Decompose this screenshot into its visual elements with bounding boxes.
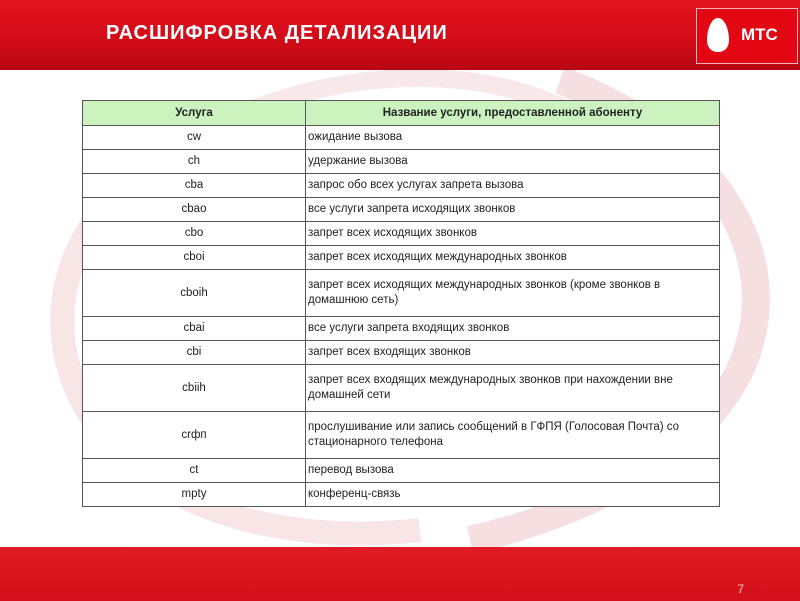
column-header-service: Услуга [83, 101, 306, 126]
page-title: РАСШИФРОВКА ДЕТАЛИЗАЦИИ [106, 22, 448, 44]
egg-icon [705, 16, 731, 54]
table-row [83, 198, 720, 222]
service-code: cbai [83, 317, 306, 341]
service-name: ожидание вызова [306, 126, 720, 150]
service-name: запрет всех исходящих звонков [306, 222, 720, 246]
service-name: запрет всех входящих международных звонков при нахождении вне домашней сети [306, 365, 720, 412]
table-row [83, 459, 720, 483]
service-code: cboih [83, 270, 306, 317]
table-row [83, 365, 720, 412]
service-code: cw [83, 126, 306, 150]
service-code: сrфп [83, 412, 306, 459]
table-row [83, 174, 720, 198]
service-name: прослушивание или запись сообщений в ГФПЯ (Голосовая Почта) со стационарного телефона [306, 412, 720, 459]
service-code: cbi [83, 341, 306, 365]
service-name: все услуги запрета входящих звонков [306, 317, 720, 341]
table-row [83, 341, 720, 365]
service-code: cba [83, 174, 306, 198]
service-name: запрет всех исходящих международных звонков (кроме звонков в домашнюю сеть) [306, 270, 720, 317]
table-row [83, 483, 720, 507]
header-bar [0, 0, 800, 70]
service-name: все услуги запрета исходящих звонков [306, 198, 720, 222]
footer-bar [0, 547, 800, 601]
services-table [82, 100, 720, 507]
column-header-service-name: Название услуги, предоставленной абоненту [306, 101, 720, 126]
table-header-row [83, 101, 720, 126]
service-code: ch [83, 150, 306, 174]
table-row [83, 150, 720, 174]
table-row [83, 412, 720, 459]
service-name: конференц-связь [306, 483, 720, 507]
table-row [83, 246, 720, 270]
service-code: cbao [83, 198, 306, 222]
table-row [83, 317, 720, 341]
service-name: перевод вызова [306, 459, 720, 483]
service-name: удержание вызова [306, 150, 720, 174]
table-row [83, 126, 720, 150]
mts-logo [696, 8, 798, 64]
service-code: mpty [83, 483, 306, 507]
service-code: cboi [83, 246, 306, 270]
table-row [83, 222, 720, 246]
service-code: cbiih [83, 365, 306, 412]
logo-text: МТС [741, 25, 778, 44]
service-code: cbo [83, 222, 306, 246]
service-name: запрет всех исходящих международных звонков [306, 246, 720, 270]
table-row [83, 270, 720, 317]
page-number: 7 [737, 582, 744, 596]
service-name: запрос обо всех услугах запрета вызова [306, 174, 720, 198]
service-name: запрет всех входящих звонков [306, 341, 720, 365]
service-code: ct [83, 459, 306, 483]
